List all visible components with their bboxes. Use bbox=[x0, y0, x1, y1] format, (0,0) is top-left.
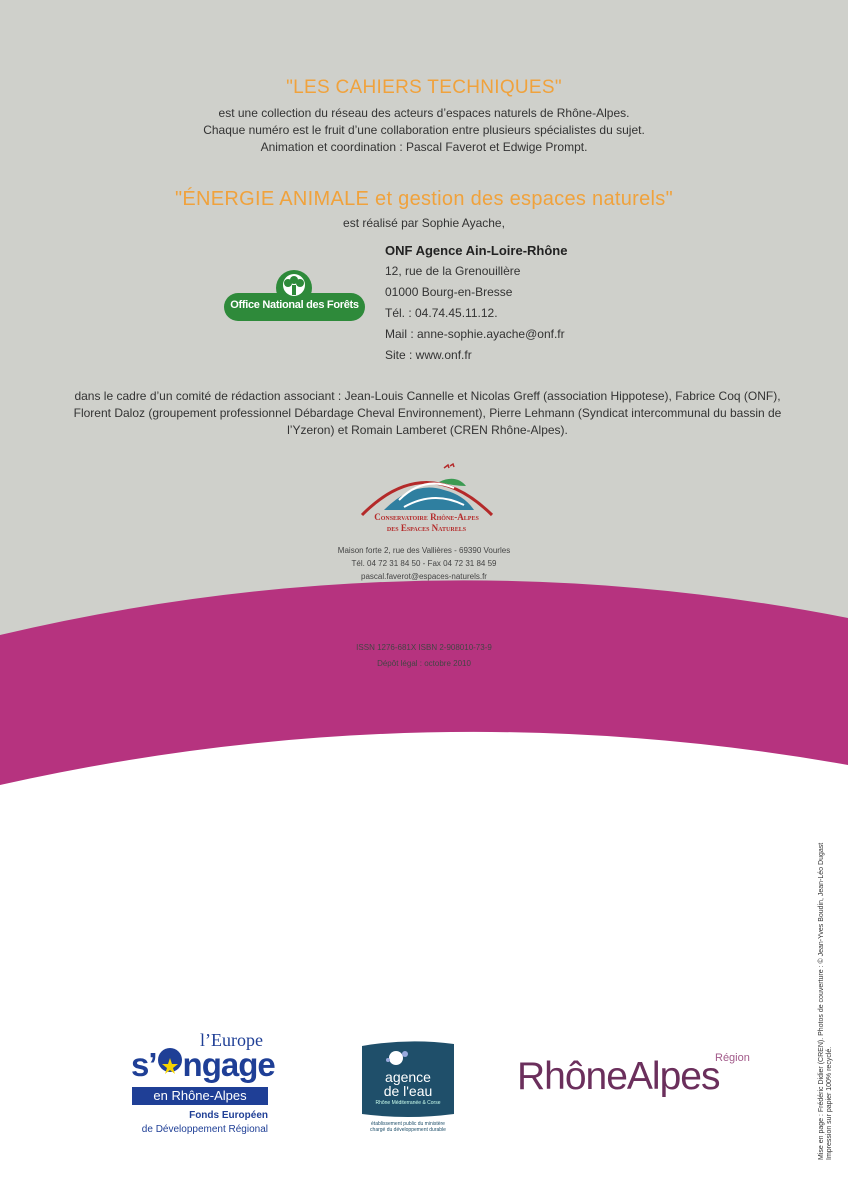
europe-s-prefix: s’ bbox=[131, 1046, 157, 1083]
onf-mail[interactable]: Mail : anne-sophie.ayache@onf.fr bbox=[385, 327, 565, 341]
side-credits bbox=[818, 842, 833, 1160]
onf-contact-block bbox=[385, 240, 567, 366]
side-credit-line-2: Impression sur papier 100% recyclé. bbox=[826, 1046, 833, 1160]
europe-line-3: en Rhône-Alpes bbox=[132, 1087, 268, 1105]
onf-address-1: 12, rue de la Grenouillère bbox=[385, 264, 521, 278]
cren-logo bbox=[344, 460, 509, 540]
agence-line-1: agence bbox=[385, 1069, 431, 1085]
collection-desc-2: Chaque numéro est le fruit d’une collaboration entre plusieurs spécialistes du sujet. bbox=[203, 123, 645, 137]
cren-address: Maison forte 2, rue des Vallières - 69390 Vourles bbox=[337, 546, 511, 555]
rhone-alpes-main: RhôneAlpes bbox=[517, 1055, 720, 1098]
agence-line-3: Rhône Méditerranée & Corse bbox=[375, 1100, 441, 1106]
europe-engage-logo bbox=[128, 1030, 278, 1145]
depot-legal: Dépôt légal : octobre 2010 bbox=[377, 659, 471, 668]
europe-star-circle-icon bbox=[158, 1048, 182, 1072]
author-line: est réalisé par Sophie Ayache, bbox=[343, 216, 505, 230]
issn-isbn: ISSN 1276-681X ISBN 2-908010-73-9 bbox=[356, 643, 492, 652]
cren-tel-fax: Tél. 04 72 31 84 50 - Fax 04 72 31 84 59 bbox=[351, 559, 497, 568]
agence-caption-2: chargé du développement durable bbox=[370, 1127, 446, 1133]
europe-line-4: Fonds Européen bbox=[189, 1110, 268, 1121]
europe-line-5: de Développement Régional bbox=[141, 1124, 268, 1135]
cren-email[interactable]: pascal.faverot@espaces-naturels.fr bbox=[361, 572, 487, 581]
collection-desc-3: Animation et coordination : Pascal Faverot et Edwige Prompt. bbox=[260, 140, 588, 154]
agence-line-2: de l'eau bbox=[383, 1083, 433, 1099]
europe-line-1: l’Europe bbox=[200, 1030, 263, 1050]
collection-desc-1: est une collection du réseau des acteurs d’espaces naturels de Rhône-Alpes. bbox=[218, 106, 630, 120]
issue-title: "ÉNERGIE ANIMALE et gestion des espaces naturels" bbox=[174, 188, 674, 210]
onf-logo-text: Office National des Forêts bbox=[230, 299, 359, 311]
onf-agency-name: ONF Agence Ain-Loire-Rhône bbox=[385, 243, 568, 258]
agence-caption-1: établissement public du ministère bbox=[371, 1121, 445, 1127]
cren-logo-line-1: Conservatoire Rhône-Alpes bbox=[374, 512, 479, 522]
side-credit-line-1: Mise en page : Frédéric Didier (CREN). Photos de couverture : © Jean-Yves Boudin, Jean-Léo Dugast bbox=[818, 842, 825, 1160]
onf-tel: Tél. : 04.74.45.11.12. bbox=[385, 306, 498, 320]
europe-line-2 bbox=[131, 1046, 275, 1084]
onf-site[interactable]: Site : www.onf.fr bbox=[385, 348, 472, 362]
rhone-alpes-region-logo bbox=[517, 1050, 767, 1110]
rhone-alpes-region: Région bbox=[715, 1052, 750, 1064]
editorial-committee: dans le cadre d’un comité de rédaction associant : Jean-Louis Cannelle et Nicolas Greff (association Hippotese), Fabrice Coq (ONF), Florent Daloz (groupement professionnel Débardage Cheval Environnement), Pierre Lehmann (Syndicat intercommunal du bassin de l’Yzeron) et Romain Lamberet (CREN Rhône-Alpes). bbox=[73, 389, 782, 437]
onf-address-2: 01000 Bourg-en-Bresse bbox=[385, 285, 513, 299]
agence-eau-logo bbox=[358, 1040, 458, 1132]
cren-logo-line-2: des Espaces Naturels bbox=[386, 523, 467, 533]
collection-title: "LES CAHIERS TECHNIQUES" bbox=[286, 77, 562, 98]
europe-ngage: ngage bbox=[182, 1046, 275, 1083]
onf-logo bbox=[222, 268, 367, 324]
